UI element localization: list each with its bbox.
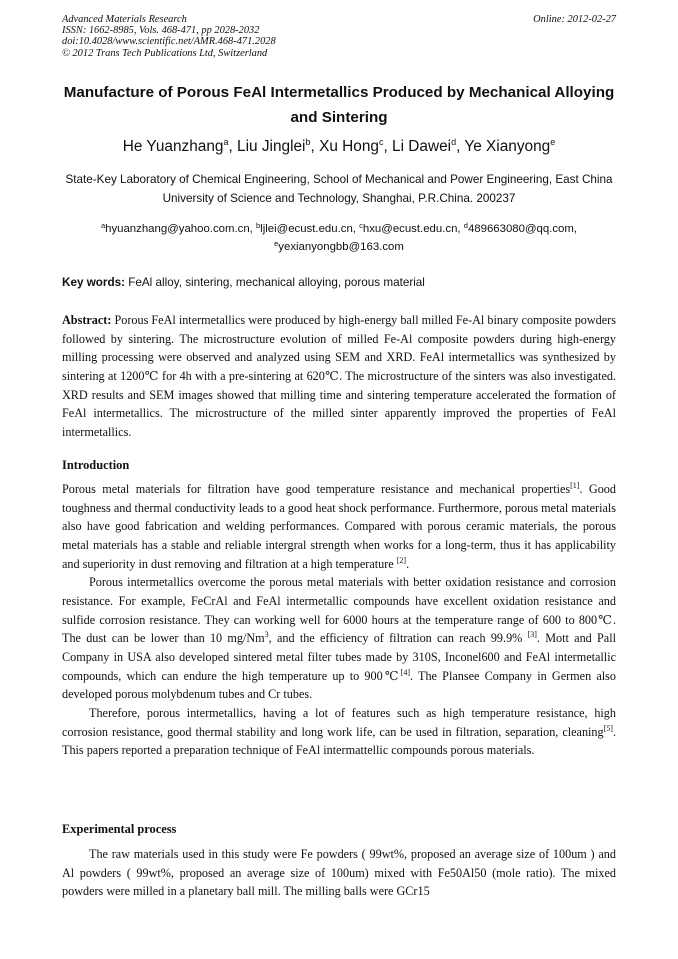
intro-paragraph-2: Porous intermetallics overcome the porous metal materials with better oxidation resistance and corrosion resistance. For example, FeCrAl and FeAl intermetallic compounds have excellent oxidation resistance and sulfide corrosion resistance. They can working well for 6000 hours at the temperature range of 600 to 800℃. The dust can be lower than 10 mg/Nm$^3$, and the efficiency of filtration can reach 99.9% [3]. Mott and Pall Company in USA also developed sintered metal filter tubes made by 310S, Inconel600 and FeAl intermetallic compounds, which can endure the high temperature up to 900℃[4]. The Plansee Company in Germen also developed porous molybdenum tubes and Cr tubes. bbox=[62, 575, 617, 702]
abstract-text: Porous FeAl intermetallics were produced by high-energy ball milled Fe-Al binary composite powders followed by sintering. The microstructure evolution of milled Fe-Al composite powders during high-energy milling processing were observed and analyzed using SEM and XRD. FeAl intermetallics was synthesized by sintering at 1200℃ for 4h with a pre-sintering at 620℃. The microstructure of the sinters was also investigated. XRD results and SEM images showed that milling time and sintering temperature accelerated the formation of FeAl intermetallics. The microstructure of the milled sinter apparently improved the properties of FeAl intermetallics. bbox=[62, 313, 616, 439]
keywords bbox=[62, 274, 616, 292]
email-entry: $^c$hxu@ecust.edu.cn, bbox=[359, 221, 464, 235]
experimental-body bbox=[62, 845, 616, 901]
author-list bbox=[62, 137, 616, 157]
email-entry: $^b$ljlei@ecust.edu.cn, bbox=[256, 221, 360, 235]
journal-header bbox=[62, 14, 276, 59]
author: Li Dawei$^d$, bbox=[392, 137, 465, 155]
email-entry: $^a$hyuanzhang@yahoo.com.cn, bbox=[100, 221, 256, 235]
email-entry: $^e$yexianyongbb@163.com bbox=[274, 239, 404, 254]
author: Xu Hong$^c$, bbox=[319, 137, 393, 155]
author: He Yuanzhang$^a$, bbox=[122, 137, 238, 155]
intro-paragraph-3: Therefore, porous intermetallics, having a lot of features such as high temperature resistance, high corrosion resistance, good thermal stability and long work life, can be used in filtration, separation, cleaning[5]. This papers reported a preparation technique of FeAl intermattellic compounds porous materials. bbox=[62, 705, 616, 758]
abstract-label: Abstract: bbox=[62, 313, 112, 327]
experimental-heading: Experimental process bbox=[62, 822, 177, 836]
keywords-text: FeAl alloy, sintering, mechanical alloying, porous material bbox=[125, 276, 425, 289]
issn-line: ISSN: 1662-8985, Vols. 468-471, pp 2028-2032 bbox=[62, 25, 260, 37]
introduction-heading: Introduction bbox=[62, 458, 130, 472]
author: Liu Jinglei$^b$, bbox=[237, 137, 320, 155]
experimental-paragraph-1: The raw materials used in this study were Fe powders ( 99wt%, proposed an average size of 100um ) and Al powders ( 99wt%, proposed an average size of 100um) mixed with Fe50Al50 (mole ratio). The mixed powders were milled in a planetary ball mill. The milling balls were GCr15 bbox=[62, 847, 616, 899]
copyright-line: © 2012 Trans Tech Publications Ltd, Switzerland bbox=[62, 47, 268, 59]
citation: [4] bbox=[400, 667, 410, 677]
intro-paragraph-1: Porous metal materials for filtration have good temperature resistance and mechanical properties[1]. Good toughness and thermal conductivity leads to a good heat shock performance. Furthermore, porous metal materials also have good fabrication and welding performances. Compared with porous ceramic materials, the porous metal materials has a stable and reliable intergral strength when works for a long-term, thus it has applicability and superiority in dust removing and filtration at a high temperature [2]. bbox=[62, 481, 616, 571]
citation: [1] bbox=[570, 481, 580, 490]
keywords-label: Key words: bbox=[62, 276, 125, 289]
exponent: 3 bbox=[264, 630, 269, 640]
doi-line: doi:10.4028/www.scientific.net/AMR.468-471.2028 bbox=[62, 36, 276, 48]
citation: [2] bbox=[396, 555, 407, 565]
affiliation: State-Key Laboratory of Chemical Engineering, School of Mechanical and Power Engineering, East China University of Science and Technology, Shanghai, P.R.China. 200237 bbox=[65, 173, 613, 205]
author: Ye Xianyong$^e$ bbox=[464, 137, 556, 155]
citation: [5] bbox=[603, 723, 613, 733]
author-emails bbox=[62, 220, 616, 257]
journal-name: Advanced Materials Research bbox=[62, 14, 187, 25]
paper-title: Manufacture of Porous FeAl Intermetallics Produced by Mechanical Alloying and Sintering bbox=[63, 84, 615, 126]
introduction-body bbox=[62, 480, 616, 760]
online-date: Online: 2012-02-27 bbox=[533, 14, 616, 25]
email-entry: $^d$489663080@qq.com, bbox=[463, 221, 578, 235]
abstract bbox=[62, 311, 616, 442]
citation: [3] bbox=[527, 630, 537, 640]
